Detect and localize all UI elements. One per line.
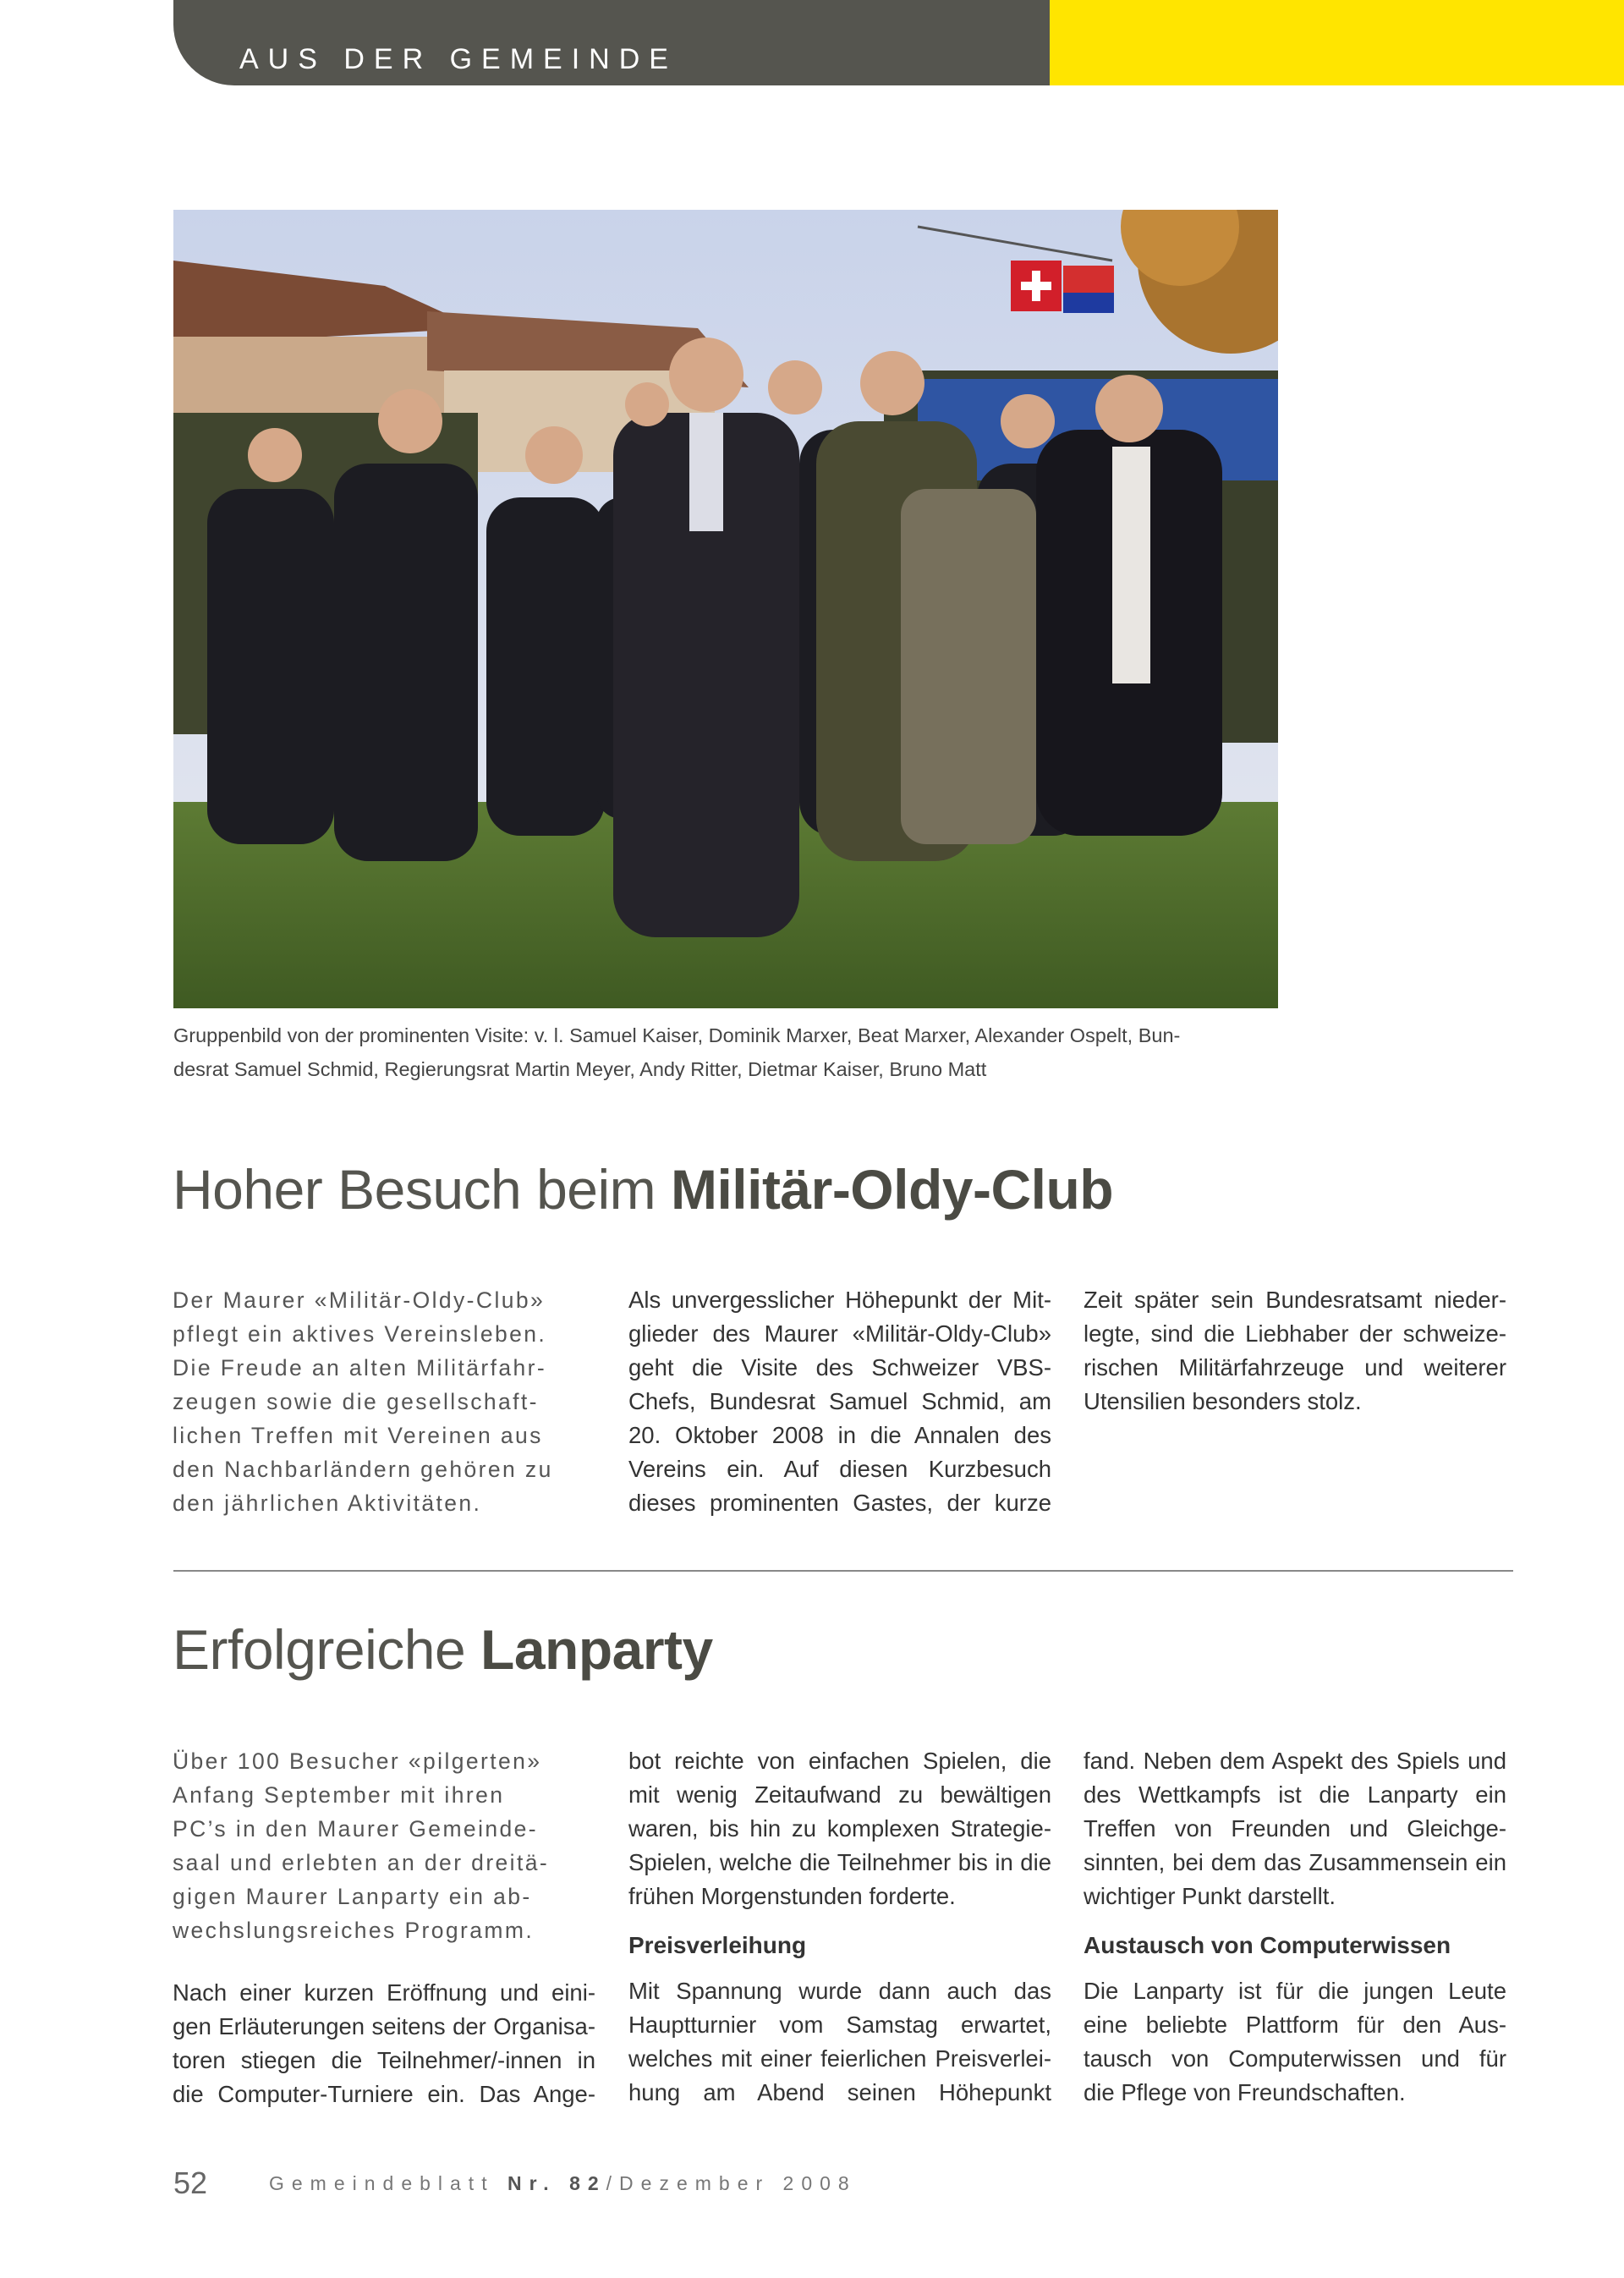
caption-line: Gruppenbild von der prominenten Visite: v. l. Samuel Kaiser, Dominik Marxer, Beat Marxer, Alexander Ospelt, Bun- <box>173 1024 1181 1046</box>
article1-column-3 <box>1084 1283 1506 1419</box>
text-line: saal und erlebten an der dreitä- <box>173 1850 550 1875</box>
text-line: gen Erläuterungen seitens der Organisa- <box>173 2013 595 2039</box>
text-line: toren stiegen die Teilnehmer/-innen in <box>173 2047 595 2073</box>
footer-publication <box>269 2172 857 2195</box>
text-line: pflegt ein aktives Vereinsleben. <box>173 1321 547 1347</box>
text-line: zeugen sowie die gesellschaft- <box>173 1389 539 1414</box>
article2-title-bold: Lanparty <box>480 1618 713 1681</box>
subheading-preisverleihung: Preisverleihung <box>628 1932 807 1958</box>
text-line: Der Maurer «Militär-Oldy-Club» <box>173 1287 546 1313</box>
text-line: mit wenig Zeitaufwand zu bewältigen <box>628 1781 1051 1808</box>
text-line: den Nachbarländern gehören zu <box>173 1457 553 1482</box>
text-line: die Computer-Turniere ein. Das Ange- <box>173 2081 595 2107</box>
text-line: frühen Morgenstunden forderte. <box>628 1883 956 1909</box>
text-line: sinnten, bei dem das Zusammensein ein <box>1084 1849 1506 1875</box>
text-line: Über 100 Besucher «pilgerten» <box>173 1748 542 1774</box>
caption-line: desrat Samuel Schmid, Regierungsrat Martin Meyer, Andy Ritter, Dietmar Kaiser, Bruno Matt <box>173 1058 987 1080</box>
group-photo <box>173 210 1278 1008</box>
page-number: 52 <box>173 2165 208 2200</box>
text-line: geht die Visite des Schweizer VBS- <box>628 1354 1051 1381</box>
text-line: 20. Oktober 2008 in die Annalen des <box>628 1422 1051 1448</box>
issue-label: Nr. <box>507 2172 557 2194</box>
text-line: wechslungsreiches Programm. <box>173 1918 535 1943</box>
text-line: wichtiger Punkt darstellt. <box>1084 1883 1336 1909</box>
section-label: AUS DER GEMEINDE <box>239 43 678 75</box>
publication-name: Gemeindeblatt <box>269 2172 495 2194</box>
text-line: fand. Neben dem Aspekt des Spiels und <box>1084 1748 1506 1774</box>
issue-date: /Dezember 2008 <box>606 2172 857 2194</box>
text-line: glieder des Maurer «Militär-Oldy-Club» <box>628 1320 1051 1347</box>
group-photo-illustration <box>173 210 1278 1008</box>
article1-title-bold: Militär-Oldy-Club <box>670 1158 1114 1221</box>
text-line: dieses prominenten Gastes, der kurze <box>628 1490 1051 1516</box>
article2-title-light: Erfolgreiche <box>173 1618 481 1681</box>
text-line: Mit Spannung wurde dann auch das <box>628 1978 1051 2004</box>
text-line: lichen Treffen mit Vereinen aus <box>173 1423 543 1448</box>
text-line: Utensilien besonders stolz. <box>1084 1388 1362 1414</box>
article2-column-3 <box>1084 1744 1506 2110</box>
article2-column-1-body <box>173 1976 595 2111</box>
article1-column-2 <box>628 1283 1051 1520</box>
text-line: Die Lanparty ist für die jungen Leute <box>1084 1978 1506 2004</box>
photo-caption <box>173 1018 1290 1086</box>
text-line: Treffen von Freunden und Gleichge- <box>1084 1815 1506 1842</box>
text-line: Hauptturnier vom Samstag erwartet, <box>628 2012 1051 2038</box>
text-line: Als unvergesslicher Höhepunkt der Mit- <box>628 1287 1051 1313</box>
text-line: Chefs, Bundesrat Samuel Schmid, am <box>628 1388 1051 1414</box>
issue-number: 82 <box>569 2172 606 2194</box>
text-line: welches mit einer feierlichen Preisverlei- <box>628 2045 1051 2072</box>
text-line: PC’s in den Maurer Gemeinde- <box>173 1816 538 1842</box>
header-accent <box>1050 0 1624 85</box>
section-divider <box>173 1570 1513 1572</box>
article2-column-2 <box>628 1744 1051 2110</box>
text-line: legte, sind die Liebhaber der schweize- <box>1084 1320 1506 1347</box>
text-line: Anfang September mit ihren <box>173 1782 505 1808</box>
text-line: Vereins ein. Auf diesen Kurzbesuch <box>628 1456 1051 1482</box>
text-line: rischen Militärfahrzeuge und weiterer <box>1084 1354 1506 1381</box>
text-line: bot reichte von einfachen Spielen, die <box>628 1748 1051 1774</box>
article1-title-light: Hoher Besuch beim <box>173 1158 671 1221</box>
text-line: des Wettkampfs ist die Lanparty ein <box>1084 1781 1506 1808</box>
text-line: tausch von Computerwissen und für <box>1084 2045 1506 2072</box>
text-line: Zeit später sein Bundesratsamt nieder- <box>1084 1287 1506 1313</box>
text-line: Spielen, welche die Teilnehmer bis in die <box>628 1849 1051 1875</box>
text-line: den jährlichen Aktivitäten. <box>173 1490 482 1516</box>
article1-lead-column <box>173 1283 595 1520</box>
text-line: hung am Abend seinen Höhepunkt <box>628 2079 1051 2105</box>
subheading-austausch: Austausch von Computerwissen <box>1084 1932 1451 1958</box>
text-line: Nach einer kurzen Eröffnung und eini- <box>173 1979 595 2006</box>
text-line: eine beliebte Plattform für den Aus- <box>1084 2012 1506 2038</box>
article2-title <box>173 1616 713 1683</box>
article2-lead-column <box>173 1744 595 1947</box>
text-line: Die Freude an alten Militärfahr- <box>173 1355 547 1381</box>
text-line: die Pflege von Freundschaften. <box>1084 2079 1406 2105</box>
article1-title <box>173 1155 1113 1223</box>
text-line: gigen Maurer Lanparty ein ab- <box>173 1884 532 1909</box>
text-line: waren, bis hin zu komplexen Strategie- <box>628 1815 1051 1842</box>
